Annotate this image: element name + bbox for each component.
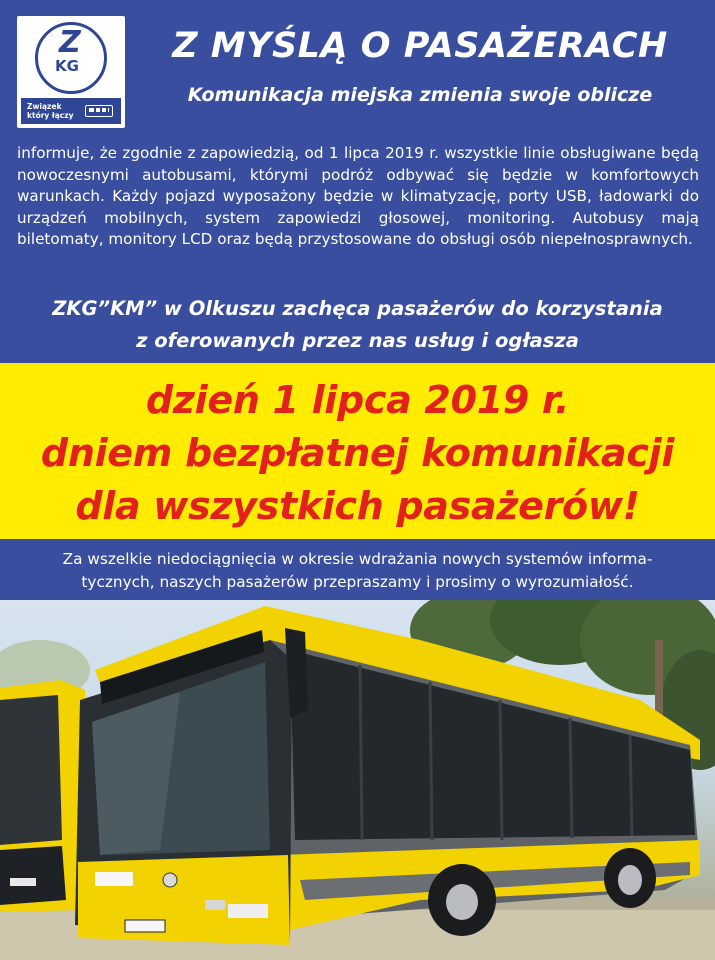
poster-title: Z MYŚLĄ O PASAŻERACH: [172, 26, 668, 66]
highlight-line3: dla wszystkich pasażerów!: [75, 484, 640, 528]
apology-line2: tycznych, naszych pasażerów przepraszamy i prosimy o wyrozumiałość.: [81, 573, 634, 591]
apology-text: [10, 548, 705, 594]
logo-tagline-line2: który łączy: [27, 111, 74, 120]
highlight-line1: dzień 1 lipca 2019 r.: [145, 378, 570, 422]
second-bus: [0, 680, 85, 912]
announcement: [10, 293, 705, 357]
zkg-logo: [17, 16, 125, 128]
logo-tagline-line1: Związek: [27, 102, 62, 111]
bus-icon: [85, 105, 113, 117]
logo-letter-z: Z: [59, 25, 81, 60]
announcement-line1: ZKG”KM” w Olkuszu zachęca pasażerów do korzystania: [52, 297, 663, 320]
intro-paragraph: informuje, że zgodnie z zapowiedzią, od 1 lipca 2019 r. wszystkie linie obsługiwane będą nowoczesnymi autobusami, którymi podróż odbywać się będzie w komfortowych warunkach. Każdy pojazd wyposażony będzie w klimatyzację, porty USB, ładowarki do urządzeń mobilnych, system zapowiedzi głosowej, monitoring. Autobusy mają biletomaty, monitory LCD oraz będą przystosowane do obsługi osób niepełnosprawnych.: [17, 144, 699, 249]
bus-photo: [0, 600, 715, 960]
logo-letters-kg: KG: [55, 57, 79, 75]
announcement-line2: z oferowanych przez nas usług i ogłasza: [136, 329, 579, 352]
logo-tagline: [21, 102, 83, 120]
apology-line1: Za wszelkie niedociągnięcia w okresie wdrażania nowych systemów informa-: [62, 550, 653, 568]
poster-subtitle: Komunikacja miejska zmienia swoje oblicze: [187, 84, 653, 106]
highlight-line2: dniem bezpłatnej komunikacji: [40, 431, 675, 475]
bus-illustration: [0, 600, 715, 960]
logo-tagline-band: [21, 98, 121, 124]
